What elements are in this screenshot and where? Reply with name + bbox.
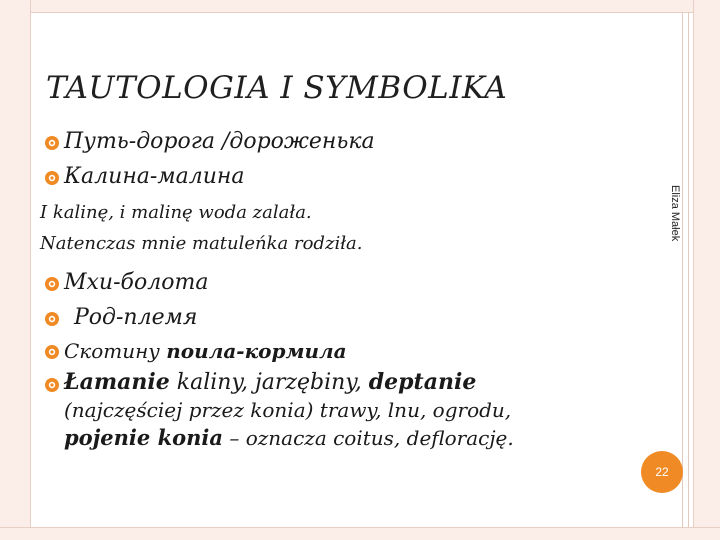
vertical-rule bbox=[682, 12, 683, 528]
bullet-text: Род-племя bbox=[74, 305, 198, 330]
bullet-icon bbox=[44, 311, 60, 327]
bullet-text-emphasis: deptanie bbox=[368, 369, 477, 395]
bullet-icon bbox=[44, 276, 60, 292]
author-side-label: Eliza Małek bbox=[669, 185, 681, 242]
page-number-badge: 22 bbox=[641, 451, 683, 493]
bullet-text-part: kaliny, jarzębiny, bbox=[169, 370, 369, 395]
vertical-rule bbox=[688, 12, 689, 528]
bullet-icon bbox=[44, 344, 60, 360]
slide-frame-right bbox=[693, 0, 720, 540]
bullet-text-emphasis: поила-кормила bbox=[166, 339, 347, 363]
bullet-text-continuation: (najczęściej przez konia) trawy, lnu, ogrodu, bbox=[64, 398, 512, 422]
slide-frame-left bbox=[0, 0, 31, 540]
bullet-text-emphasis: pojenie konia bbox=[64, 425, 223, 450]
bullet-text-part: – oznacza coitus, deflorację. bbox=[222, 426, 514, 450]
bullet-icon bbox=[44, 377, 60, 393]
bullet-text bbox=[64, 369, 476, 395]
bullet-text-emphasis: Łamanie bbox=[64, 369, 170, 395]
bullet-text: Мхи-болота bbox=[64, 270, 209, 295]
bullet-text bbox=[64, 339, 347, 363]
bullet-icon bbox=[44, 170, 60, 186]
slide-frame-bottom bbox=[0, 527, 720, 540]
bullet-text-continuation bbox=[64, 425, 514, 450]
slide-title: TAUTOLOGIA I SYMBOLIKA bbox=[46, 70, 508, 106]
bullet-text-part: Скотину bbox=[64, 339, 167, 363]
bullet-text: Путь-дорога /дороженька bbox=[64, 129, 375, 154]
quote-line: Natenczas mnie matuleńka rodziła. bbox=[40, 233, 363, 254]
bullet-icon bbox=[44, 135, 60, 151]
slide-frame-top bbox=[0, 0, 720, 13]
quote-line: I kalinę, i malinę woda zalała. bbox=[40, 202, 312, 223]
bullet-text: Калина-малина bbox=[64, 164, 245, 189]
